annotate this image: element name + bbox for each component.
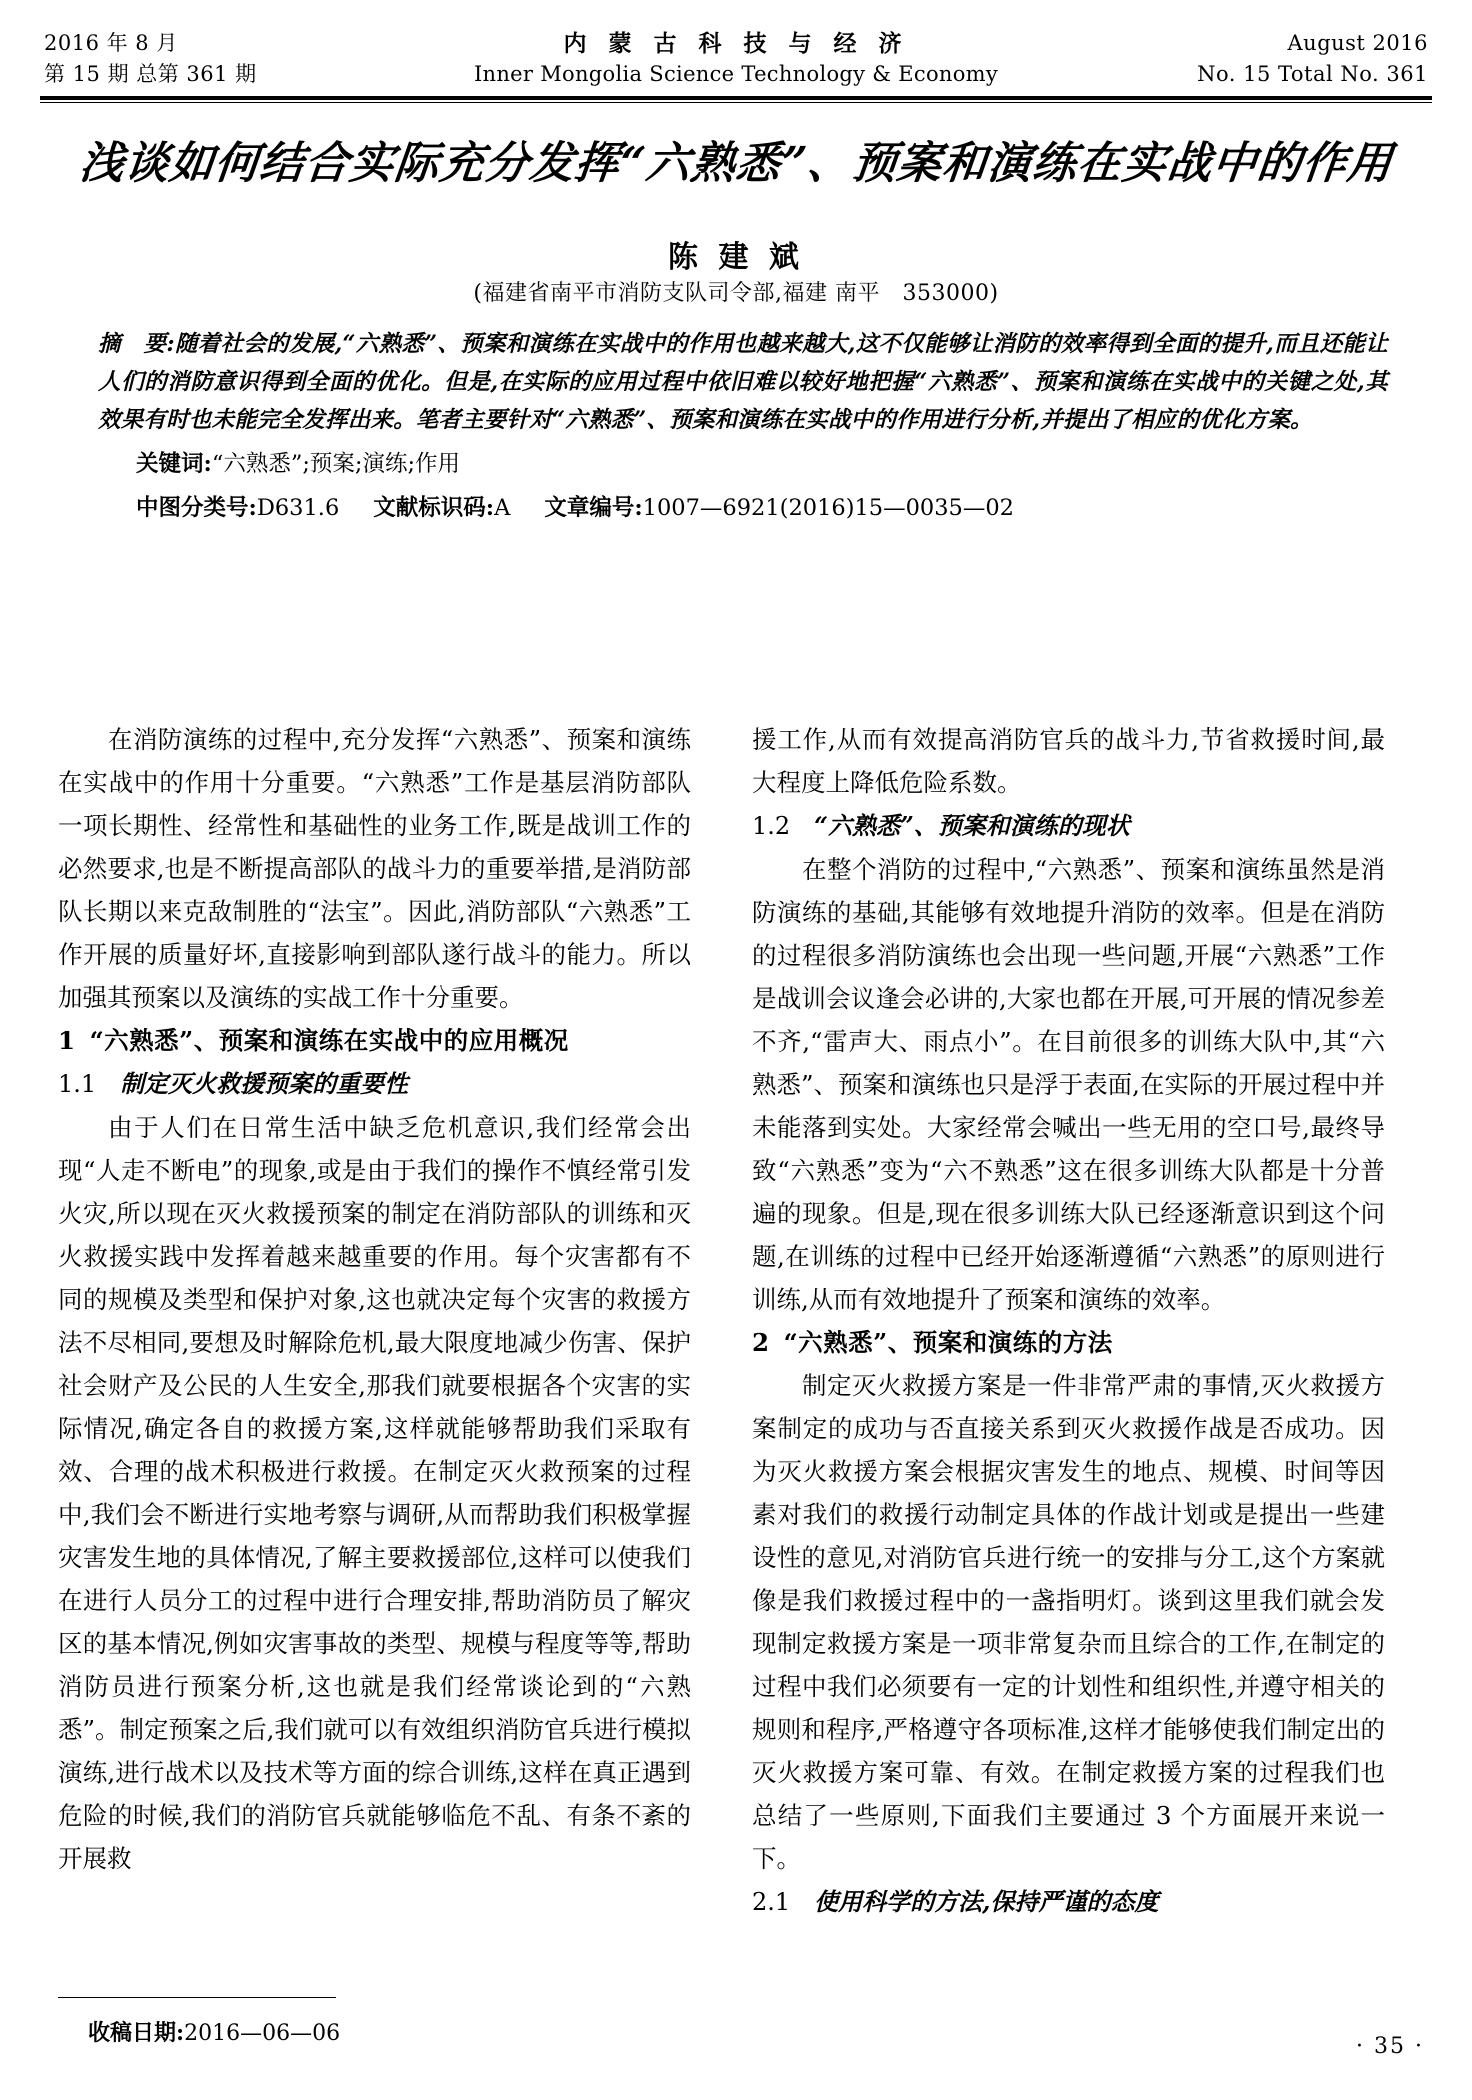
section-number: 2 bbox=[752, 1328, 770, 1357]
doccode-label: 文献标识码: bbox=[373, 495, 495, 521]
paragraph-continued: 援工作,从而有效提高消防官兵的战斗力,节省救援时间,最大程度上降低危险系数。 bbox=[752, 725, 1385, 797]
received-date bbox=[88, 2016, 340, 2047]
clc-label: 中图分类号: bbox=[136, 495, 257, 521]
section-heading-1 bbox=[58, 1019, 691, 1062]
page-number: · 35 · bbox=[1356, 2034, 1424, 2059]
received-date-label: 收稿日期: bbox=[88, 2020, 185, 2046]
section-title: “六熟悉”、预案和演练的方法 bbox=[783, 1328, 1113, 1357]
masthead-row-bottom bbox=[44, 59, 1428, 90]
section-heading-1-1 bbox=[58, 1062, 691, 1106]
clc-value: D631.6 bbox=[256, 495, 340, 521]
paragraph: 在消防演练的过程中,充分发挥“六熟悉”、预案和演练在实战中的作用十分重要。“六熟悉”工作是基层消防部队一项长期性、经常性和基础性的业务工作,既是战训工作的必然要求,也是不断提高部队的战斗力的重要举措,是消防部队长期以来克敌制胜的“法宝”。因此,消防部队“六熟悉”工作开展的质量好坏,直接影响到部队遂行战斗的能力。所以加强其预案以及演练的实战工作十分重要。 bbox=[58, 725, 691, 1012]
article-id-value: 1007—6921(2016)15—0035—02 bbox=[642, 495, 1015, 521]
masthead-date-cn: 2016 年 8 月 bbox=[44, 31, 178, 55]
subsection-title: “六熟悉”、预案和演练的现状 bbox=[814, 811, 1130, 840]
masthead-journal-cn-wrap bbox=[44, 28, 1428, 61]
article-affiliation: (福建省南平市消防支队司令部,福建 南平 353000) bbox=[473, 281, 999, 306]
section-number: 1 bbox=[58, 1026, 76, 1055]
keywords-value: “六熟悉”;预案;演练;作用 bbox=[211, 451, 461, 477]
abstract-paragraph bbox=[98, 325, 1388, 439]
abstract-block bbox=[98, 325, 1388, 527]
subsection-number: 2.1 bbox=[752, 1888, 791, 1916]
section-heading-2-1 bbox=[752, 1880, 1385, 1924]
subsection-number: 1.2 bbox=[752, 812, 791, 840]
masthead-issue-en: No. 15 Total No. 361 bbox=[1197, 62, 1428, 86]
keywords-line bbox=[98, 445, 1388, 483]
article-author: 陈 建 斌 bbox=[668, 240, 804, 275]
subsection-number: 1.1 bbox=[58, 1070, 97, 1098]
section-heading-1-2 bbox=[752, 804, 1385, 848]
subsection-title: 使用科学的方法,保持严谨的态度 bbox=[814, 1887, 1159, 1916]
body-column-right bbox=[752, 718, 1385, 1924]
section-heading-2 bbox=[752, 1321, 1385, 1364]
paragraph: 制定灭火救援方案是一件非常严肃的事情,灭火救援方案制定的成功与否直接关系到灭火救援作战是否成功。因为灭火救援方案会根据灾害发生的地点、规模、时间等因素对我们的救援行动制定具体的作战计划或是提出一些建设性的意见,对消防官兵进行统一的安排与分工,这个方案就像是我们救援过程中的一盏指明灯。谈到这里我们就会发现制定救援方案是一项非常复杂而且综合的工作,在制定的过程中我们必须要有一定的计划性和组织性,并遵守相关的规则和程序,严格遵守各项标准,这样才能够使我们制定出的灭火救援方案可靠、有效。在制定救援方案的过程我们也总结了一些原则,下面我们主要通过 3 个方面展开来说一下。 bbox=[752, 1371, 1385, 1873]
masthead-issue-cn: 第 15 期 总第 361 期 bbox=[44, 62, 257, 86]
masthead-row-top bbox=[44, 28, 1428, 59]
masthead-date-en: August 2016 bbox=[1287, 31, 1428, 55]
keywords-label: 关键词: bbox=[136, 451, 212, 477]
abstract-text: 随着社会的发展,“六熟悉”、预案和演练在实战中的作用也越来越大,这不仅能够让消防的效率得到全面的提升,而且还能让人们的消防意识得到全面的优化。但是,在实际的应用过程中依旧难以较好地把握“六熟悉”、预案和演练在实战中的关键之处,其效果有时也未能完全发挥出来。笔者主要针对“六熟悉”、预案和演练在实战中的作用进行分析,并提出了相应的优化方案。 bbox=[98, 331, 1388, 433]
doccode-value: A bbox=[494, 495, 511, 521]
classification-line bbox=[98, 489, 1388, 527]
paragraph: 由于人们在日常生活中缺乏危机意识,我们经常会出现“人走不断电”的现象,或是由于我们的操作不慎经常引发火灾,所以现在灭火救援预案的制定在消防部队的训练和灭火救援实践中发挥着越来越重要的作用。每个灾害都有不同的规模及类型和保护对象,这也就决定每个灾害的救援方法不尽相同,要想及时解除危机,最大限度地减少伤害、保护社会财产及公民的人生安全,那我们就要根据各个灾害的实际情况,确定各自的救援方案,这样就能够帮助我们采取有效、合理的战术积极进行救援。在制定灭火救预案的过程中,我们会不断进行实地考察与调研,从而帮助我们积极掌握灾害发生地的具体情况,了解主要救援部位,这样可以使我们在进行人员分工的过程中进行合理安排,帮助消防员了解灾区的基本情况,例如灾害事故的类型、规模与程度等等,帮助消防员进行预案分析,这也就是我们经常谈论到的“六熟悉”。制定预案之后,我们就可以有效组织消防官兵进行模拟演练,进行战术以及技术等方面的综合训练,这样在真正遇到危险的时候,我们的消防官兵就能够临危不乱、有条不紊的开展救 bbox=[58, 1113, 691, 1873]
abstract-label: 摘 要: bbox=[98, 331, 175, 357]
article-id-label: 文章编号: bbox=[544, 495, 643, 521]
masthead bbox=[44, 28, 1428, 90]
received-date-value: 2016—06—06 bbox=[184, 2021, 341, 2046]
section-title: “六熟悉”、预案和演练在实战中的应用概况 bbox=[89, 1026, 569, 1055]
masthead-rule-thin bbox=[40, 102, 1432, 103]
footnote-rule bbox=[58, 1997, 336, 1998]
masthead-rule-thick bbox=[40, 96, 1432, 100]
subsection-title: 制定灭火救援预案的重要性 bbox=[120, 1069, 409, 1098]
body-column-left bbox=[58, 718, 691, 1880]
paragraph: 在整个消防的过程中,“六熟悉”、预案和演练虽然是消防演练的基础,其能够有效地提升消防的效率。但是在消防的过程很多消防演练也会出现一些问题,开展“六熟悉”工作是战训会议逢会必讲的,大家也都在开展,可开展的情况参差不齐,“雷声大、雨点小”。在目前很多的训练大队中,其“六熟悉”、预案和演练也只是浮于表面,在实际的开展过程中并未能落到实处。大家经常会喊出一些无用的空口号,最终导致“六熟悉”变为“六不熟悉”这在很多训练大队都是十分普遍的现象。但是,现在很多训练大队已经逐渐意识到这个问题,在训练的过程中已经开始逐渐遵循“六熟悉”的原则进行训练,从而有效地提升了预案和演练的效率。 bbox=[752, 855, 1385, 1314]
masthead-journal-en: Inner Mongolia Science Technology & Economy bbox=[473, 62, 999, 86]
article-title: 浅谈如何结合实际充分发挥“六熟悉”、预案和演练在实战中的作用 bbox=[77, 138, 1396, 189]
masthead-journal-cn: 内 蒙 古 科 技 与 经 济 bbox=[563, 30, 909, 57]
